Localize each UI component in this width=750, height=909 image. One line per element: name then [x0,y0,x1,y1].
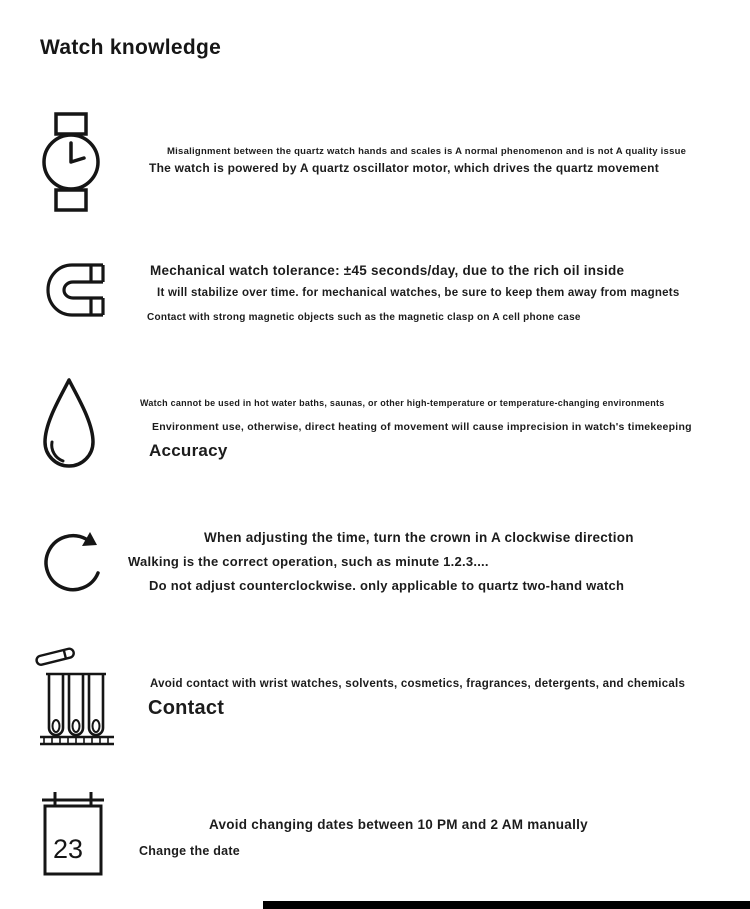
contact-heading: Contact [148,697,225,719]
magnet-icon [45,262,107,320]
test-tubes-icon [34,644,118,748]
magnet-tolerance-heading: Mechanical watch tolerance: ±45 seconds/day, due to the rich oil inside [150,263,625,278]
page-title: Watch knowledge [40,36,222,59]
date-change-warning-text: Avoid changing dates between 10 PM and 2 AM manually [209,817,588,832]
water-drop-icon [40,376,98,478]
wristwatch-icon [42,112,100,212]
quartz-misalignment-note: Misalignment between the quartz watch hands and scales is A normal phenomenon and is not A quality issue [167,146,687,157]
clockwise-arrow-icon [38,518,110,602]
calendar-day-number: 23 [53,834,84,864]
calendar-icon [40,790,106,878]
temperature-imprecision-text: Environment use, otherwise, direct heating of movement will cause imprecision in watch's timekeeping [152,421,692,433]
bottom-black-bar [263,901,750,909]
chemical-avoid-text: Avoid contact with wrist watches, solvents, cosmetics, fragrances, detergents, and chemicals [150,678,686,690]
temperature-warning-note: Watch cannot be used in hot water baths, saunas, or other high-temperature or temperature-changing environments [140,398,665,408]
quartz-movement-text: The watch is powered by A quartz oscillator motor, which drives the quartz movement [149,161,659,175]
magnet-stabilize-text: It will stabilize over time. for mechanical watches, be sure to keep them away from magnets [157,287,680,299]
correct-operation-text: Walking is the correct operation, such as minute 1.2.3.... [128,554,489,569]
crown-clockwise-text: When adjusting the time, turn the crown in A clockwise direction [204,530,634,545]
no-counterclockwise-text: Do not adjust counterclockwise. only applicable to quartz two-hand watch [149,578,625,593]
magnet-contact-note: Contact with strong magnetic objects such as the magnetic clasp on A cell phone case [147,312,581,323]
change-date-heading: Change the date [139,844,240,858]
accuracy-heading: Accuracy [149,441,228,460]
